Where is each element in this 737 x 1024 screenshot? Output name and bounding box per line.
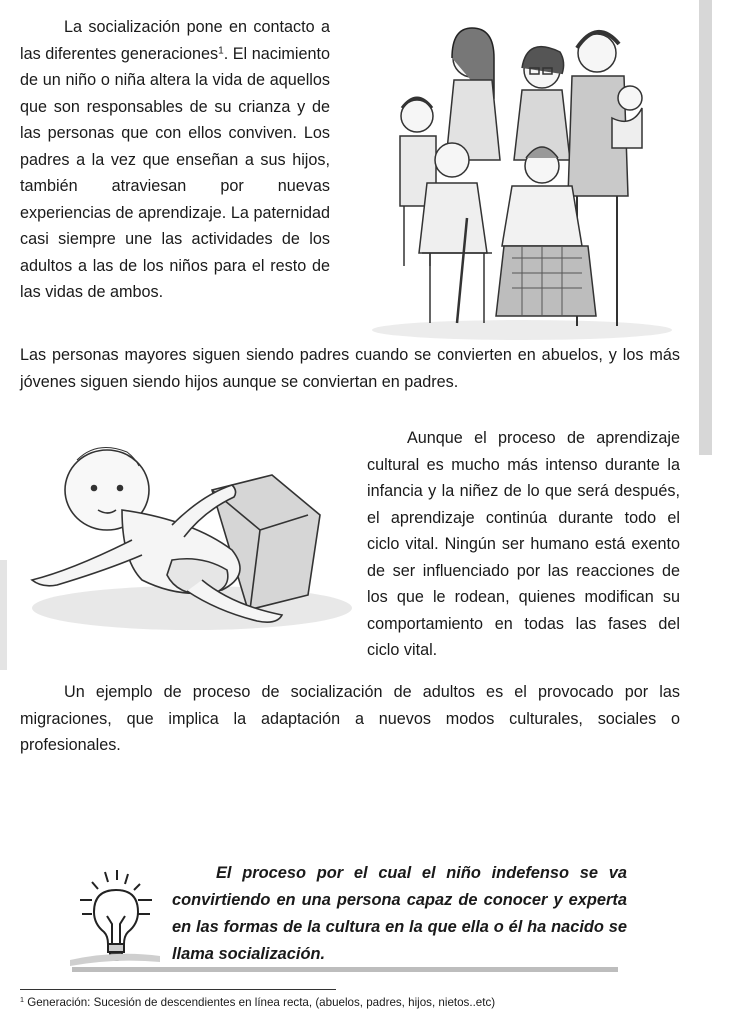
paragraph-socializacion-generaciones xyxy=(20,14,330,306)
footnote-text: Generación: Sucesión de descendientes en línea recta, (abuelos, padres, hijos, nietos..etc) xyxy=(24,996,496,1009)
paragraph-migraciones: Un ejemplo de proceso de socialización de adultos es el provocado por las migraciones, que implica la adaptación a nuevos modos culturales, sociales o profesionales. xyxy=(20,683,680,754)
footnote-reference[interactable]: 1 xyxy=(218,44,224,56)
footnote xyxy=(20,995,710,1011)
p1-text-before: La socialización pone en contacto a las diferentes generaciones xyxy=(20,18,330,63)
footnote-divider xyxy=(20,989,336,990)
p1-text-after: . El nacimiento de un niño o niña altera la vida de aquellos que son responsables de su crianza y de las personas que con ellos conviven. Los padres a la vez que enseñan a sus hijos, también atraviesan por nuevas experiencias de aprendizaje. La paternidad casi siempre une las actividades de los adultos a las de los niños para el resto de las vidas de ambos. xyxy=(20,44,330,301)
lightbulb-icon xyxy=(70,868,160,968)
callout-underline xyxy=(72,967,618,972)
side-margin-bar xyxy=(699,0,712,455)
paragraph-aprendizaje-cultural: Aunque el proceso de aprendizaje cultural es mucho más intenso durante la infancia y la niñez de lo que será después, el aprendizaje continúa durante todo el ciclo vital. Ningún ser humano está exento de ser influenciado por las reacciones de los que le rodean, quienes modifican su comportamiento en todas las fases del ciclo vital. xyxy=(367,429,680,659)
baby-illustration xyxy=(22,430,352,640)
family-illustration xyxy=(372,18,684,340)
footnote-marker: 1 xyxy=(20,995,24,1005)
paragraph-personas-mayores: Las personas mayores siguen siendo padres cuando se convierten en abuelos, y los más jóvenes siguen siendo hijos aunque se conviertan en padres. xyxy=(20,346,680,391)
callout-definition: El proceso por el cual el niño indefenso se va convirtiendo en una persona capaz de conocer y experta en las formas de la cultura en la que ella o él ha nacido se llama socialización. xyxy=(172,864,627,963)
side-margin-bar-lower xyxy=(0,560,7,670)
